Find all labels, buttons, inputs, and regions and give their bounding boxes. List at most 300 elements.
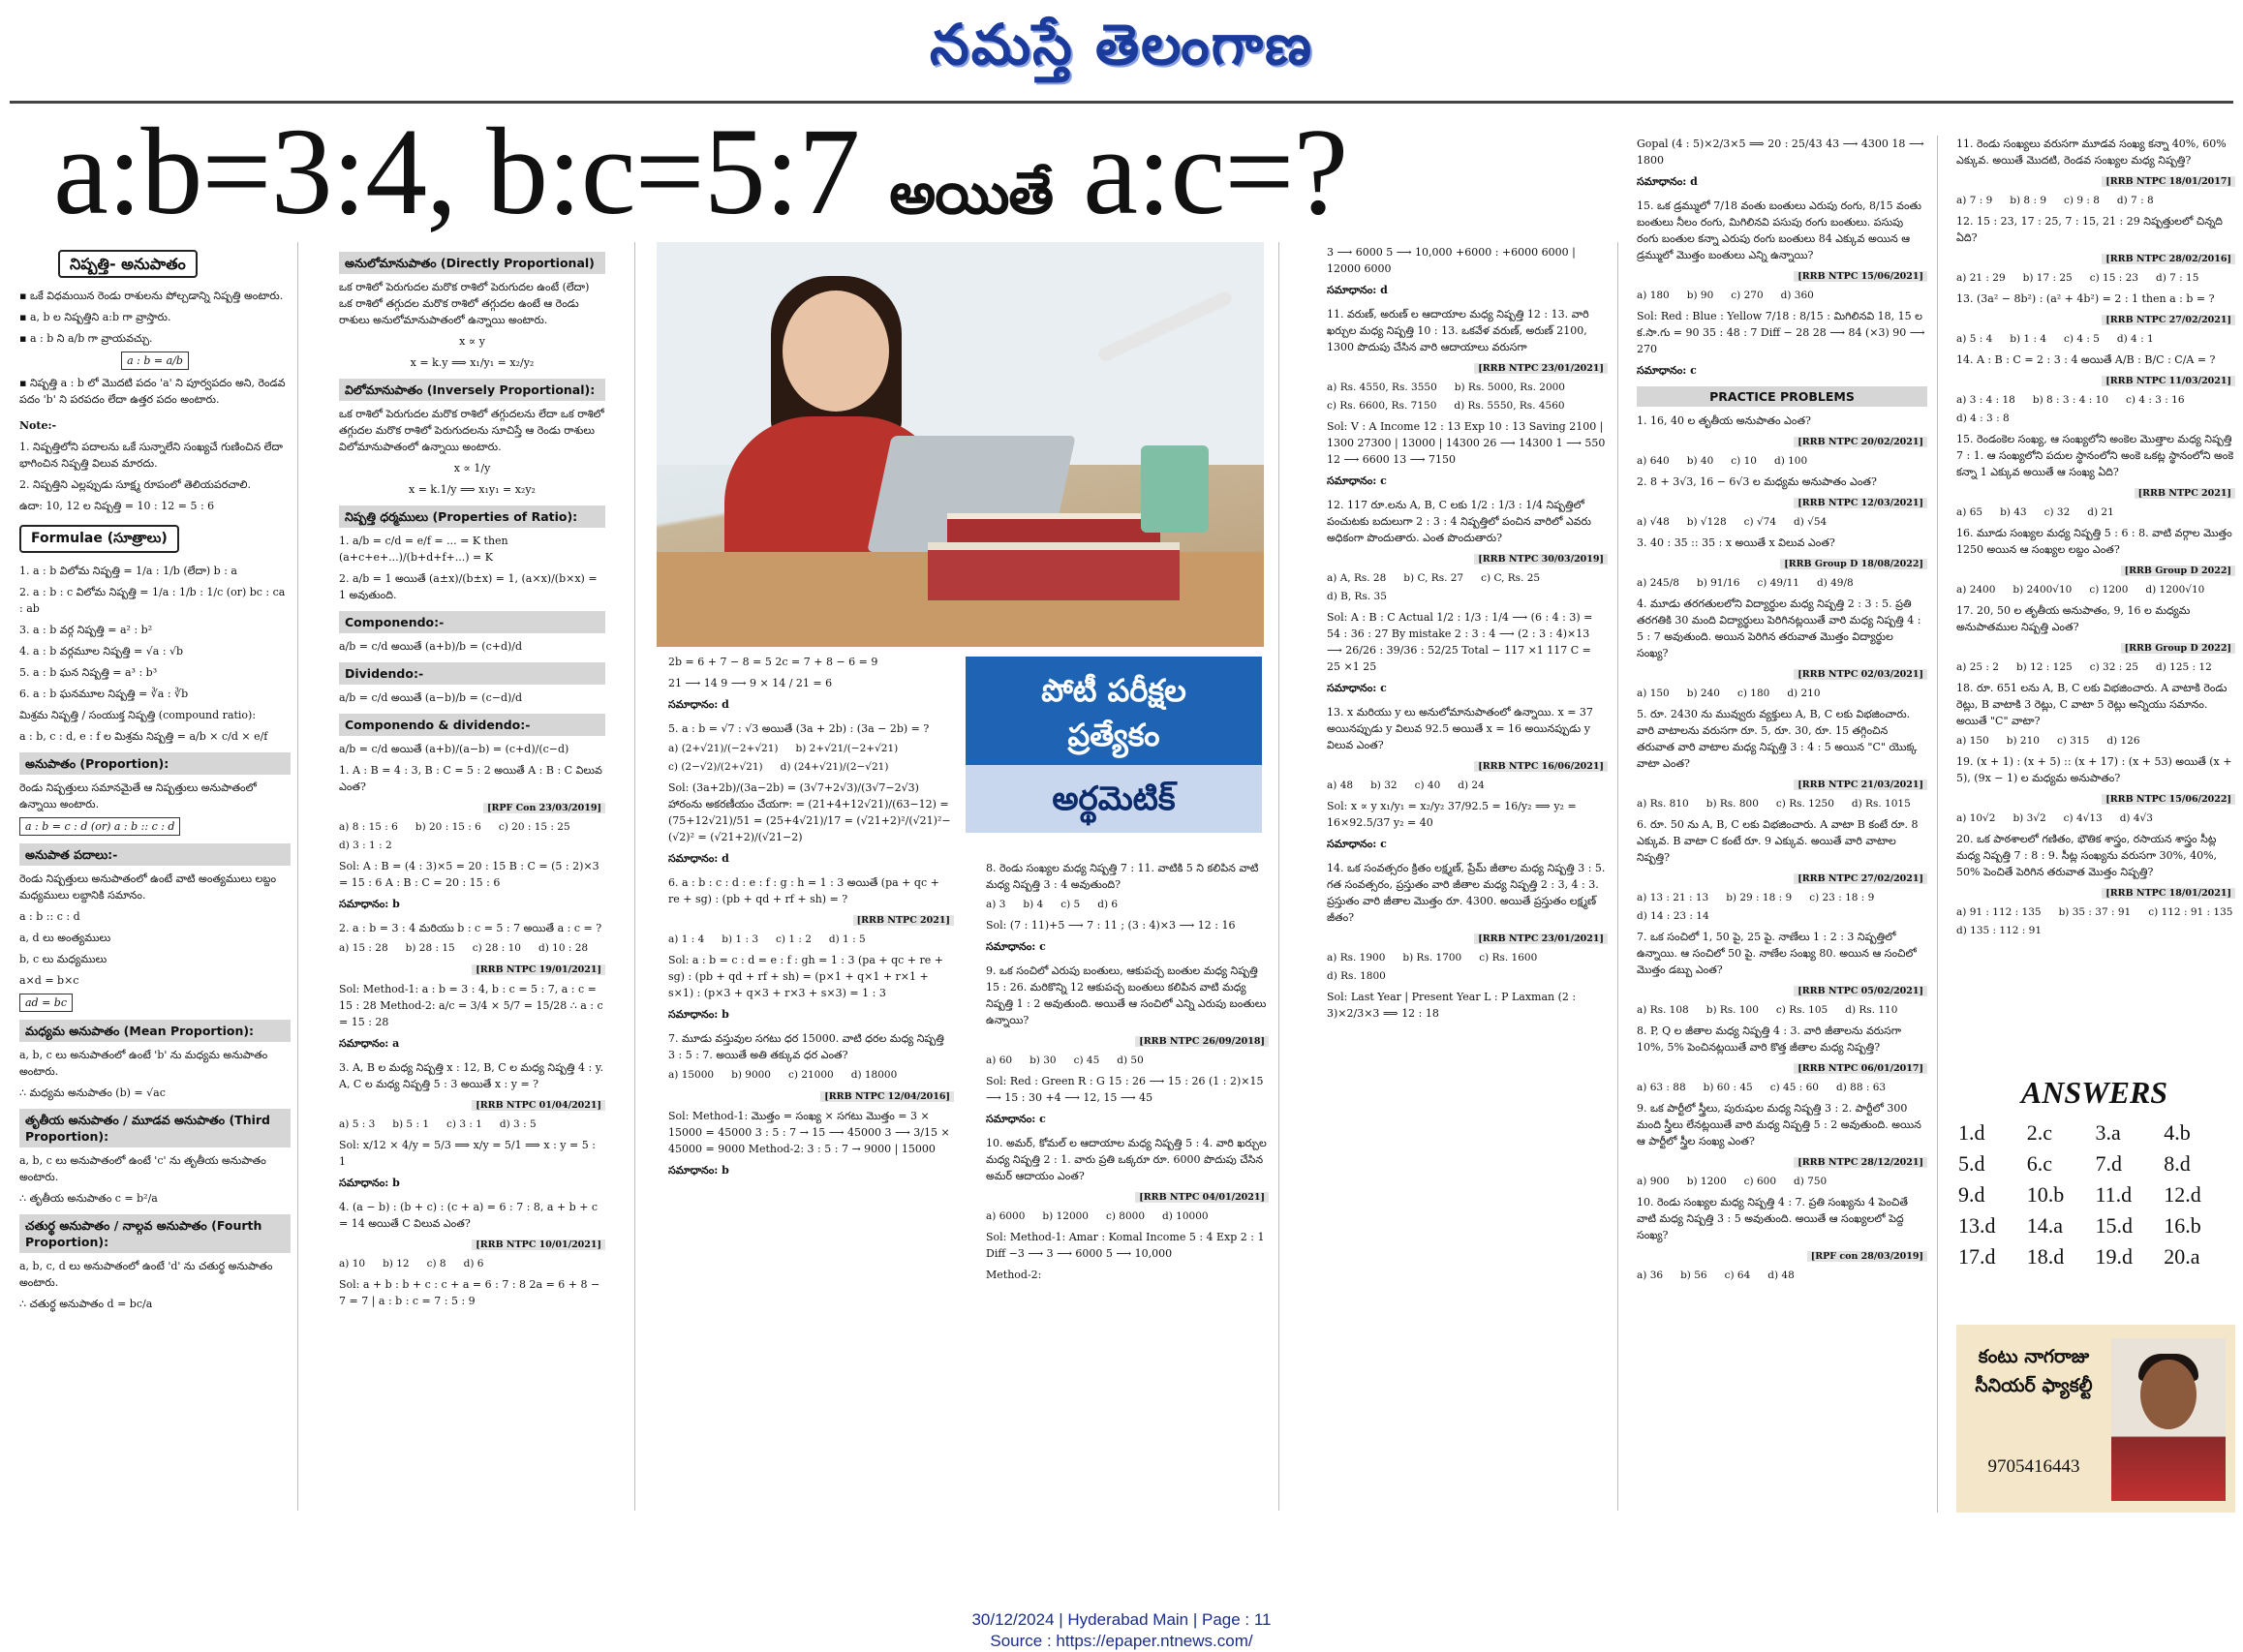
option-item: c) 270	[1731, 290, 1764, 301]
options	[986, 897, 1269, 913]
solution: Sol: Method-1: a : b = 3 : 4, b : c = 5 : 7, a : c = 15 : 28 Method-2: a/c = 3/4 × 5/7 = 15/28 ∴ a : c = 15 : 28	[339, 983, 603, 1028]
answer-key-item: 19.d	[2095, 1244, 2133, 1269]
section-bar: అనుపాత పదాలు:-	[19, 843, 291, 866]
question: 12. 117 రూ.లను A, B, C లకు 1/2 : 1/3 : 1/4 నిష్పత్తిలో పంచుటకు బదులుగా 2 : 3 : 4 నిష్పత్తిలో పంచిన వారిలో ఎవరు అధికంగా పొందుతారు. ఎంత పొందుతారు?	[1327, 499, 1591, 544]
source-tag: [RRB NTPC 01/04/2021]	[472, 1100, 605, 1111]
option-item: c) Rs. 1600	[1479, 952, 1538, 964]
text: ▪ నిష్పత్తి a : b లో మొదటి పదం 'a' ని పూర్వపదం అని, రెండవ పదం 'b' ని పరపదం లేదా ఉత్తర పదం అంటారు.	[19, 375, 291, 408]
option-item: a) 13 : 21 : 13	[1637, 892, 1709, 903]
options	[668, 1067, 954, 1084]
option-item: c) Rs. 105	[1775, 1004, 1828, 1016]
options	[1956, 904, 2235, 939]
source-tag: [RRB NTPC 04/01/2021]	[1135, 1192, 1269, 1203]
option-item: b) 12	[383, 1258, 410, 1270]
answer: సమాధానం: b	[339, 1177, 400, 1189]
option-item: d) 24	[1458, 780, 1485, 791]
options	[986, 1053, 1269, 1069]
note-title: Note:-	[19, 419, 57, 432]
answer-key-item: 12.d	[2164, 1182, 2201, 1207]
answers-grid	[1956, 1120, 2232, 1270]
question: 19. (x + 1) : (x + 5) :: (x + 17) : (x + 53) అయితే (x + 5), (9x − 1) ల మధ్యమ అనుపాతం?	[1956, 755, 2232, 784]
options	[1956, 193, 2235, 209]
formula: x = k.1/y ⟹ x₁y₁ = x₂y₂	[409, 483, 536, 496]
source-tag: [RRB NTPC 28/02/2016]	[2102, 254, 2235, 264]
option-item: b) 20 : 15 : 6	[415, 821, 481, 833]
author-phone: 9705416443	[1987, 1456, 2080, 1477]
answer-key-item: 18.d	[2026, 1244, 2065, 1269]
option-item: a) 900	[1637, 1176, 1670, 1187]
option-item: c) √74	[1743, 516, 1777, 528]
answer: సమాధానం: d	[1327, 284, 1388, 296]
author-role: సీనియర్ ఫ్యాకల్టీ	[1975, 1375, 2093, 1396]
source-tag: [RRB NTPC 06/01/2017]	[1794, 1063, 1927, 1074]
solution: Sol: x ∝ y x₁/y₁ = x₂/y₂ 37/92.5 = 16/y₂ ⟹ y₂ = 16×92.5/37 y₂ = 40	[1327, 800, 1577, 829]
option-item: a) 245/8	[1637, 577, 1679, 589]
solution: Sol: (3a+2b)/(3a−2b) = (3√7+2√3)/(3√7−2√3) హారంను అకరణీయం చేయగా: = (21+4+12√21)/(63−12) = (75+12√21)/51 = (25+4√21)/17 = (√21+2)²/(√21)²−(√2)² = (√21+2)/(√21−2)	[668, 781, 951, 843]
student-laptop-photo	[657, 242, 1264, 647]
options	[339, 940, 605, 957]
option-item: b) Rs. 800	[1705, 798, 1759, 810]
option-item: a) 7 : 9	[1956, 195, 1993, 206]
options	[1637, 1080, 1927, 1096]
source-tag: [RRB Group D 18/08/2022]	[1780, 559, 1927, 569]
source-tag: [RRB NTPC 10/01/2021]	[472, 1239, 605, 1250]
option-item: d) Rs. 5550, Rs. 4560	[1454, 400, 1565, 412]
formula: ∴ మధ్యమ అనుపాతం (b) = √ac	[19, 1086, 166, 1099]
option-item: d) 10000	[1162, 1210, 1209, 1222]
author-info	[1966, 1342, 2102, 1400]
question: 11. వరుణ్, అరుణ్ ల ఆదాయాల మధ్య నిష్పత్తి 12 : 13. వారి ఖర్చుల మధ్య నిష్పత్తి 10 : 13. ఒకవేళ వరుణ్, అరుణ్ 2100, 1300 పొదుపు చేసిన వారి ఆదాయాలు వరుసగా	[1327, 308, 1589, 353]
option-item: d) 126	[2106, 735, 2140, 747]
options	[986, 1208, 1269, 1225]
option-item: a) 21 : 29	[1956, 272, 2006, 284]
question: 18. రూ. 651 లను A, B, C లకు విభజించారు. A వాటాకి రెండు రెట్లు, B వాటాకి 3 రెట్లు, C వాటా 5 రెట్లు అన్నియు సమానం. అయితే "C" వాటా?	[1956, 682, 2228, 727]
solution: 3 ⟶ 6000 5 ⟶ 10,000 +6000 : +6000 6000 | 12000 6000	[1327, 246, 1576, 275]
solution: Sol: a + b : b + c : c + a = 6 : 7 : 8 2a = 6 + 8 − 7 = 7 | a : b : c = 7 : 5 : 9	[339, 1278, 600, 1307]
option-item: a) 48	[1327, 780, 1354, 791]
text: a, b, c లు అనుపాతంలో ఉంటే 'c' ను తృతీయ అనుపాతం అంటారు.	[19, 1154, 266, 1183]
options	[1956, 392, 2235, 427]
source-tag: [RPF con 28/03/2019]	[1807, 1251, 1927, 1262]
option-item: b) 17 : 25	[2022, 272, 2073, 284]
options	[1637, 1002, 1927, 1019]
answer: సమాధానం: c	[986, 940, 1046, 953]
option-item: b) 35 : 37 : 91	[2058, 906, 2132, 918]
option-item: a) 150	[1956, 735, 1989, 747]
option-item: c) 40	[1414, 780, 1441, 791]
option-item: d) 10 : 28	[538, 942, 589, 954]
source-tag: [RRB NTPC 30/03/2019]	[1474, 554, 1608, 565]
option-item: d) Rs. 1015	[1851, 798, 1911, 810]
question: 4. మూడు తరగతులలోని విద్యార్థుల మధ్య నిష్పత్తి 2 : 3 : 5. ప్రతి తరగతికి 30 మంది విద్యార్థులు పెరిగినట్లయితే వారి మధ్య నిష్పత్తి 4 : 5 : 7 అవుతుంది. అయిన పెరిగిన తరువాత మొత్తం విద్యార్థుల సంఖ్య?	[1637, 597, 1921, 659]
source-tag: [RRB NTPC 27/02/2021]	[2102, 315, 2235, 325]
option-item: a) 25 : 2	[1956, 661, 1999, 673]
solution: Sol: x/12 × 4/y = 5/3 ⟹ x/y = 5/1 ⟹ x : y = 5 : 1	[339, 1139, 596, 1168]
option-item: d) 7 : 15	[2155, 272, 2199, 284]
option-item: b) 91/16	[1696, 577, 1740, 589]
option-item: c) 8	[426, 1258, 446, 1270]
author-photo	[2111, 1338, 2226, 1501]
option-item: c) 600	[1743, 1176, 1776, 1187]
options	[1956, 582, 2235, 598]
answer: సమాధానం: c	[1637, 364, 1697, 377]
question: 17. 20, 50 ల తృతీయ అనుపాతం, 9, 16 ల మధ్యమ అనుపాతముల నిష్పత్తి ఎంత?	[1956, 604, 2191, 633]
question: 14. A : B : C = 2 : 3 : 4 అయితే A/B : B/C : C/A = ?	[1956, 353, 2216, 366]
option-item: b) 90	[1686, 290, 1714, 301]
options	[1637, 453, 1927, 470]
option-item: b) 28 : 15	[405, 942, 455, 954]
text: ▪ ఒకే విధమయిన రెండు రాశులను పోల్చడాన్ని నిష్పత్తి అంటారు.	[19, 288, 291, 304]
option-item: b) Rs. 5000, Rs. 2000	[1454, 382, 1565, 393]
formula: x ∝ 1/y	[453, 462, 491, 474]
options	[1637, 686, 1927, 702]
solution: 2b = 6 + 7 − 8 = 5 2c = 7 + 8 − 6 = 9	[668, 656, 878, 668]
option-item: d) 4 : 3 : 8	[1956, 413, 2010, 424]
options	[1956, 505, 2235, 521]
option-item: b) 56	[1680, 1270, 1707, 1281]
source-tag: [RRB NTPC 15/06/2022]	[2102, 794, 2235, 805]
formula: 4. a : b వర్గమూల నిష్పత్తి = √a : √b	[19, 645, 184, 658]
option-item: b) C, Rs. 27	[1403, 572, 1464, 584]
answer-key-item: 20.a	[2164, 1244, 2200, 1269]
option-item: b) 1 : 3	[722, 933, 759, 945]
question: 10. అమర్, కోమల్ ల ఆదాయాల మధ్య నిష్పత్తి 5 : 4. వారి ఖర్చుల మధ్య నిష్పత్తి 2 : 1. వారు ప్రతి ఒక్కరూ రూ. 6000 పొదుపు చేసిన అమర్ ఆదాయం ఎంత?	[986, 1137, 1267, 1182]
options	[1956, 331, 2235, 348]
source-tag: [RRB NTPC 28/12/2021]	[1794, 1157, 1927, 1168]
question: 2. a : b = 3 : 4 మరియు b : c = 5 : 7 అయితే a : c = ?	[339, 922, 602, 934]
formula: 3. a : b వర్గ నిష్పత్తి = a² : b²	[19, 624, 153, 636]
option-item: c) 45	[1073, 1055, 1100, 1066]
solution: 21 ⟶ 14 9 ⟶ 9 × 14 / 21 = 6	[668, 677, 833, 689]
footer	[0, 1609, 2243, 1652]
option-item: d) B, Rs. 35	[1327, 591, 1387, 602]
source-tag: [RRB Group D 2022]	[2121, 643, 2235, 654]
option-item: a) 3 : 4 : 18	[1956, 394, 2015, 406]
text: a, d లు అంత్యములు	[19, 932, 111, 944]
option-item: d) Rs. 1800	[1327, 970, 1386, 982]
column-questions-11-14	[1327, 244, 1608, 1513]
option-item: d) 6	[1097, 899, 1119, 910]
options	[339, 819, 605, 854]
column-divider	[297, 242, 298, 1511]
option-item: c) 1 : 2	[776, 933, 812, 945]
question: 7. మూడు వస్తువుల సగటు ధర 15000. వాటి ధరల మధ్య నిష్పత్తి 3 : 5 : 7. అయితే అతి తక్కువ ధర ఎంత?	[668, 1032, 944, 1061]
answer-key-item: 9.d	[1958, 1182, 1985, 1207]
section-bar: విలోమానుపాతం (Inversely Proportional):	[339, 379, 605, 401]
answers-title: ANSWERS	[2020, 1075, 2168, 1110]
option-item: d) Rs. 110	[1845, 1004, 1898, 1016]
option-item: d) 100	[1773, 455, 1808, 467]
option-item: c) 32 : 25	[2089, 661, 2138, 673]
option-item: b) 12000	[1042, 1210, 1089, 1222]
formula: a/b = c/d అయితే (a−b)/b = (c−d)/d	[339, 691, 523, 704]
column-divider	[1937, 136, 1938, 1513]
option-item: a) A, Rs. 28	[1327, 572, 1387, 584]
formula: a : b = c : d (or) a : b :: c : d	[19, 817, 180, 836]
option-item: a) 640	[1637, 455, 1670, 467]
section-bar: తృతీయ అనుపాతం / మూడవ అనుపాతం (Third Proportion):	[19, 1109, 291, 1147]
options	[1637, 288, 1927, 304]
option-item: d) 18000	[850, 1069, 898, 1081]
solution: Sol: A : B : C Actual 1/2 : 1/3 : 1/4 ⟶ (6 : 4 : 3) = 54 : 36 : 27 By mistake 2 : 3 : 4 ⟶ (2 : 3 : 4)×13 ⟶ 26/26 : 39/36 : 52/25 Total − 117 ×1 117 C = 25 ×1 25	[1327, 611, 1593, 673]
options	[668, 932, 954, 948]
option-item: b) 2400√10	[2013, 584, 2073, 596]
option-item: d) 4 : 1	[2116, 333, 2154, 345]
answer: సమాధానం: c	[986, 1113, 1046, 1125]
option-item: a) 91 : 112 : 135	[1956, 906, 2042, 918]
answer: సమాధానం: b	[339, 898, 400, 910]
answer-key-item: 3.a	[2095, 1120, 2121, 1145]
option-item: a) Rs. 810	[1637, 798, 1689, 810]
formula: ∴ చతుర్థ అనుపాతం d = bc/a	[19, 1298, 153, 1310]
options	[1637, 514, 1927, 531]
option-item: a) √48	[1637, 516, 1670, 528]
banner-line1: పోటీ పరీక్షల	[1041, 672, 1186, 709]
section-bar: Dividendo:-	[339, 662, 605, 685]
option-item: a) (2+√21)/(−2+√21)	[668, 743, 779, 754]
solution: Sol: Red : Blue : Yellow 7/18 : 8/15 : మిగిలినవి 18, 15 ల క.సా.గు = 90 35 : 48 : 7 Diff − 28 28 ⟶ 84 (×3) 90 ⟶ 270	[1637, 310, 1925, 355]
question: 15. రెండంకెల సంఖ్య, ఆ సంఖ్యలోని అంకెల మొత్తాల మధ్య నిష్పత్తి 7 : 1. ఆ సంఖ్యలోని పదుల స్థానంలోని అంకె ఒకట్ల స్థానంలోని అంకె కన్నా 1 ఎక్కువ అయితే ఆ సంఖ్య ఏది?	[1956, 433, 2234, 478]
source-tag: [RRB NTPC 18/01/2017]	[2102, 176, 2235, 187]
option-item: d) 360	[1780, 290, 1814, 301]
option-item: b) 2+√21/(−2+√21)	[795, 743, 899, 754]
source-tag: [RRB NTPC 2021]	[853, 915, 954, 926]
option-item: c) 15 : 23	[2089, 272, 2138, 284]
question: 13. (3a² − 8b²) : (a² + 4b²) = 2 : 1 then a : b = ?	[1956, 292, 2215, 305]
option-item: c) 315	[2056, 735, 2090, 747]
option-item: a) 1 : 4	[668, 933, 705, 945]
question: 16. మూడు సంఖ్యల మధ్య నిష్పత్తి 5 : 6 : 8. వాటి వర్గాల మొత్తం 1250 అయిన ఆ సంఖ్యల లబ్దం ఎంత?	[1956, 527, 2232, 556]
option-item: d) 210	[1787, 688, 1821, 699]
author-box	[1956, 1325, 2235, 1513]
options	[1956, 270, 2235, 287]
question: 13. x మరియు y లు అనులోమానుపాతంలో ఉన్నాయి. x = 37 అయినప్పుడు y విలువ 92.5 అయితే x = 16 అయినప్పుడు y విలువ ఎంత?	[1327, 706, 1593, 751]
option-item: d) 1 : 5	[828, 933, 866, 945]
answer-key-item: 16.b	[2164, 1213, 2201, 1238]
option-item: a) 5 : 3	[339, 1118, 376, 1130]
source-tag: [RRB NTPC 23/01/2021]	[1474, 933, 1608, 944]
question: 6. a : b : c : d : e : f : g : h = 1 : 3 అయితే (pa + qc + re + sg) : (pb + qd + rf + sh) = ?	[668, 876, 939, 905]
section-bar: అనులోమానుపాతం (Directly Proportional)	[339, 252, 605, 274]
banner-line2: ప్రత్యేకం	[1067, 717, 1160, 753]
options	[1637, 1268, 1927, 1284]
answer: సమాధానం: b	[668, 1008, 729, 1021]
option-item: a) 2400	[1956, 584, 1996, 596]
answer-key-item: 5.d	[1958, 1151, 1985, 1176]
option-item: b) 4	[1023, 899, 1044, 910]
source-tag: [RRB NTPC 2021]	[2135, 488, 2235, 499]
section-bar: Componendo & dividendo:-	[339, 714, 605, 736]
headline	[53, 103, 1348, 257]
text: ఉదా: 10, 12 ల నిష్పత్తి = 10 : 12 = 5 : 6	[19, 500, 215, 512]
option-item: a) Rs. 108	[1637, 1004, 1689, 1016]
option-item: c) 45 : 60	[1769, 1082, 1819, 1093]
option-item: a) 8 : 15 : 6	[339, 821, 398, 833]
options	[1956, 733, 2235, 750]
option-item: d) 4√3	[2119, 812, 2153, 824]
source-tag: [RRB NTPC 12/04/2016]	[820, 1091, 954, 1102]
question: 8. P, Q ల జీతాల మధ్య నిష్పత్తి 4 : 3. వారి జీతాలను వరుసగా 10%, 5% పెంచినట్లయితే వారి కొత్త జీతాల మధ్య నిష్పత్తి?	[1637, 1025, 1901, 1054]
source-tag: [RRB NTPC 11/03/2021]	[2102, 376, 2235, 386]
banner-subject: అర్థమెటిక్	[966, 765, 1262, 833]
options	[1637, 1174, 1927, 1190]
option-item: d) 49/8	[1816, 577, 1854, 589]
option-item: b) 32	[1370, 780, 1398, 791]
options	[1956, 659, 2235, 676]
column-practice-1-10	[1637, 136, 1927, 1513]
option-item: a) 36	[1637, 1270, 1664, 1281]
option-item: a) Rs. 4550, Rs. 3550	[1327, 382, 1437, 393]
option-item: b) 9000	[731, 1069, 771, 1081]
column-divider	[1617, 242, 1618, 1511]
option-item: b) 12 : 125	[2015, 661, 2073, 673]
options	[1327, 950, 1608, 985]
column-divider	[1278, 242, 1279, 1511]
source-tag: [RRB NTPC 16/06/2021]	[1474, 761, 1608, 772]
formula: a : b, c : d, e : f ల మిశ్రమ నిష్పత్తి = a/b × c/d × e/f	[19, 730, 268, 743]
solution: Sol: a : b = c : d = e : f : gh = 1 : 3 (pa + qc + re + sg) : (pb + qd + rf + sh) = (p×1 + q×1 + r×1 + s×1) : (p×3 + q×3 + r×3 + s×3) = 1 : 3	[668, 954, 944, 999]
option-item: c) 4√13	[2063, 812, 2103, 824]
answer-key-item: 4.b	[2164, 1120, 2191, 1145]
option-item: c) 3 : 1	[446, 1118, 482, 1130]
formula: x = k.y ⟹ x₁/y₁ = x₂/y₂	[410, 356, 535, 369]
text: ఒక రాశిలో పెరుగుదల మరొక రాశిలో పెరుగుదల ఉంటే (లేదా) ఒక రాశిలో తగ్గుదల మరొక రాశిలో తగ్గుదల ఉంటే ఆ రెండు రాశులు అనులోమానుపాతంలో ఉన్నాయి అంటారు.	[339, 281, 590, 326]
books-icon	[928, 542, 1180, 600]
option-item: d) 48	[1767, 1270, 1795, 1281]
column-concepts	[339, 244, 605, 1513]
answers-box	[1956, 1075, 2232, 1270]
source-tag: [RRB NTPC 18/01/2021]	[2102, 888, 2235, 899]
option-item: c) 180	[1736, 688, 1770, 699]
question: 5. a : b = √7 : √3 అయితే (3a + 2b) : (3a − 2b) = ?	[668, 722, 930, 735]
option-item: c) 4 : 5	[2064, 333, 2100, 345]
answer-key-item: 15.d	[2095, 1213, 2133, 1238]
option-item: c) 23 : 18 : 9	[1809, 892, 1875, 903]
formula: a×d = b×c	[19, 974, 79, 987]
formula: ∴ తృతీయ అనుపాతం c = b²/a	[19, 1192, 158, 1205]
question: 9. ఒక సంచిలో ఎరుపు బంతులు, ఆకుపచ్చ బంతుల మధ్య నిష్పత్తి 15 : 26. మరికొన్ని 12 ఆకుపచ్చ బంతులు కలిపిన వాటి మధ్య నిష్పత్తి 1 : 2 అవుతుంది. అయితే ఆ సంచిలో ఎన్ని ఎరుపు బంతులు ఉన్నాయి?	[986, 964, 1267, 1026]
question: 1. 16, 40 ల తృతీయ అనుపాతం ఎంత?	[1637, 414, 1811, 427]
question: 15. ఒక డ్రమ్ములో 7/18 వంతు బంతులు ఎరుపు రంగు, 8/15 వంతు బంతులు నీలం రంగు, మిగిలినవి పసుపు రంగు బంతులు. పసుపు రంగు బంతుల కన్నా ఎరుపు రంగు బంతులు 84 ఎక్కువ అయిన ఆ డ్రమ్ములో మొత్తం బంతులు ఎన్ని ఉన్నాయి?	[1637, 199, 1921, 261]
answer-key-item: 7.d	[2095, 1151, 2122, 1176]
option-item: d) 1200√10	[2145, 584, 2205, 596]
footer-date-page: 30/12/2024 | Hyderabad Main | Page : 11	[971, 1610, 1272, 1629]
question: 14. ఒక సంవత్సరం క్రితం లక్ష్మణ్, ప్రేమ్ జీతాల మధ్య నిష్పత్తి 3 : 5. గత సంవత్సరం, ప్రస్తుతం వారి జీతాల మధ్య నిష్పత్తి 2 : 3, 4 : 3. ప్రస్తుతం వారి జీతాల మొత్తం రూ. 4300. అయితే ప్రస్తుతం లక్ష్మణ్ జీతం?	[1327, 862, 1606, 924]
question: 7. ఒక సంచిలో 1, 50 పై, 25 పై. నాణేలు 1 : 2 : 3 నిష్పత్తిలో ఉన్నాయి. ఆ సంచిలో 50 పై. నాణేల సంఖ్య 80. అయిన ఆ సంచిలో మొత్తం డబ్బు ఎంత?	[1637, 931, 1917, 976]
text: a, b, c లు అనుపాతంలో ఉంటే 'b' ను మధ్యమ అనుపాతం అంటారు.	[19, 1049, 268, 1078]
option-item: b) 8 : 3 : 4 : 10	[2032, 394, 2109, 406]
option-item: b) 60 : 45	[1703, 1082, 1753, 1093]
option-item: b) √128	[1686, 516, 1727, 528]
solution: Sol: V : A Income 12 : 13 Exp 10 : 13 Saving 2100 | 1300 27300 | 13000 | 14300 26 ⟶ 14300 1 ⟶ 550 12 ⟶ 6600 13 ⟶ 7150	[1327, 420, 1606, 466]
question: 9. ఒక పార్టీలో స్త్రీలు, పురుషుల మధ్య నిష్పత్తి 3 : 2. పార్టీలో 300 మంది స్త్రీలు లేనట్లయితే వారి మధ్య నిష్పత్తి 5 : 2 అవుతుంది. అయిన ఆ పార్టీలో స్త్రీల సంఖ్య ఎంత?	[1637, 1102, 1921, 1147]
option-item: c) 112 : 91 : 135	[2148, 906, 2233, 918]
section-bar: అనుపాతం (Proportion):	[19, 752, 291, 775]
answer: సమాధానం: c	[1327, 474, 1387, 487]
option-item: c) 28 : 10	[472, 942, 521, 954]
options	[1327, 570, 1608, 605]
option-item: b) 43	[2000, 506, 2027, 518]
question: 10. రెండు సంఖ్యల మధ్య నిష్పత్తి 4 : 7. ప్రతి సంఖ్యను 4 పెంచితే వాటి మధ్య నిష్పత్తి 3 : 5 అవుతుంది. అయితే ఆ సంఖ్యలలో పెద్ద సంఖ్య?	[1637, 1196, 1908, 1241]
text: b, c లు మధ్యములు	[19, 953, 108, 965]
answer: సమాధానం: d	[668, 852, 729, 865]
option-item: c) 64	[1724, 1270, 1751, 1281]
option-item: a) Rs. 1900	[1327, 952, 1386, 964]
column-divider	[634, 242, 635, 1511]
solution: Method-2:	[986, 1269, 1042, 1281]
answer-key-item: 13.d	[1958, 1213, 1996, 1238]
headline-suffix: అయితే	[889, 160, 1054, 228]
answer-key-item: 1.d	[1958, 1120, 1985, 1145]
formula: 5. a : b ఘన నిష్పత్తి = a³ : b³	[19, 666, 158, 679]
text: ▪ a : b ని a/b గా వ్రాయవచ్చు.	[19, 330, 291, 347]
formula: ad = bc	[19, 994, 73, 1012]
question: 11. రెండు సంఖ్యలు వరుసగా మూడవ సంఖ్య కన్నా 40%, 60% ఎక్కువ. అయితే మొదటి, రెండవ సంఖ్యల మధ్య నిష్పత్తి?	[1956, 138, 2227, 167]
option-item: b) Rs. 100	[1705, 1004, 1759, 1016]
formula: a/b = c/d అయితే (a+b)/b = (c+d)/d	[339, 640, 523, 653]
option-item: b) 40	[1686, 455, 1714, 467]
question: 5. రూ. 2430 ను మువ్వురు వ్యక్తులు A, B, C లకు విభజించారు. వారి వాటాలను వరుసగా రూ. 5, రూ. 30, రూ. 15 తగ్గించిన తరువాత వారి వాటాల మధ్య నిష్పత్తి 3 : 4 : 5 అయిన "C" యొక్క వాటా ఎంత?	[1637, 708, 1918, 770]
option-item: b) 1 : 4	[2010, 333, 2047, 345]
option-item: b) 8 : 9	[2010, 195, 2047, 206]
option-item: d) 50	[1117, 1055, 1144, 1066]
option-item: b) 240	[1686, 688, 1720, 699]
question: 12. 15 : 23, 17 : 25, 7 : 15, 21 : 29 నిష్పత్తులలో చిన్నది ఏది?	[1956, 215, 2223, 244]
answer-key-item: 8.d	[2164, 1151, 2191, 1176]
practice-problems-title: PRACTICE PROBLEMS	[1637, 386, 1927, 407]
text: 1. నిష్పత్తిలోని పదాలను ఒకే సున్నాలేని సంఖ్యచే గుణించిన లేదా భాగించిన నిష్పత్తి విలువ మారదు.	[19, 441, 283, 470]
question: 4. (a − b) : (b + c) : (c + a) = 6 : 7 : 8, a + b + c = 14 అయితే C విలువ ఎంత?	[339, 1201, 599, 1230]
option-item: a) 180	[1637, 290, 1670, 301]
source-tag: [RRB NTPC 12/03/2021]	[1794, 498, 1927, 508]
option-item: c) Rs. 6600, Rs. 7150	[1327, 400, 1437, 412]
text: a, b, c, d లు అనుపాతంలో ఉంటే 'd' ను చతుర్థ అనుపాతం అంటారు.	[19, 1260, 273, 1289]
answer-key-item: 17.d	[1958, 1244, 1996, 1269]
formula: 2. a/b = 1 అయితే (a±x)/(b±x) = 1, (a×x)/(b×x) = 1 అవుతుంది.	[339, 572, 598, 601]
column-questions-8-10	[986, 860, 1269, 1511]
column-theory	[19, 244, 291, 1513]
banner-top	[966, 657, 1262, 765]
options	[668, 741, 954, 776]
answer: సమాధానం: a	[339, 1037, 400, 1050]
section-bar: నిష్పత్తి ధర్మములు (Properties of Ratio):	[339, 505, 605, 528]
option-item: d) 14 : 23 : 14	[1637, 910, 1709, 922]
option-item: d) 750	[1794, 1176, 1828, 1187]
source-tag: [RRB NTPC 26/09/2018]	[1135, 1036, 1269, 1047]
option-item: a) 60	[986, 1055, 1013, 1066]
option-item: c) 21000	[788, 1069, 834, 1081]
option-item: c) 5	[1060, 899, 1081, 910]
options	[1637, 890, 1927, 925]
option-item: d) 6	[463, 1258, 484, 1270]
question: 2. 8 + 3√3, 16 − 6√3 ల మధ్యమ అనుపాతం ఎంత?	[1637, 475, 1877, 488]
option-item: b) 30	[1029, 1055, 1057, 1066]
answer: సమాధానం: c	[1327, 838, 1387, 850]
photo-wall	[657, 242, 1264, 465]
section-banner	[966, 657, 1262, 833]
option-item: c) 49/11	[1757, 577, 1799, 589]
options	[339, 1117, 605, 1133]
option-item: c) 4 : 3 : 16	[2126, 394, 2185, 406]
solution: Sol: (7 : 11)+5 ⟶ 7 : 11 ; (3 : 4)×3 ⟶ 12 : 16	[986, 919, 1236, 932]
answer: సమాధానం: b	[668, 1164, 729, 1177]
formula: a : b :: c : d	[19, 910, 80, 923]
source-tag: [RRB Group D 2022]	[2121, 566, 2235, 576]
question: 20. ఒక పాఠశాలలో గణితం, భౌతిక శాస్త్రం, రసాయన శాస్త్రం సీట్ల మధ్య నిష్పత్తి 7 : 8 : 9. సీట్ల సంఖ్యను వరుసగా 30%, 40%, 50% పెంచితే పెరిగిన తరువాత మొత్తం నిష్పత్తి?	[1956, 833, 2218, 878]
formula: 6. a : b ఘనమూల నిష్పత్తి = ∛a : ∛b	[19, 688, 189, 700]
option-item: c) 8000	[1105, 1210, 1146, 1222]
option-item: b) 210	[2006, 735, 2040, 747]
